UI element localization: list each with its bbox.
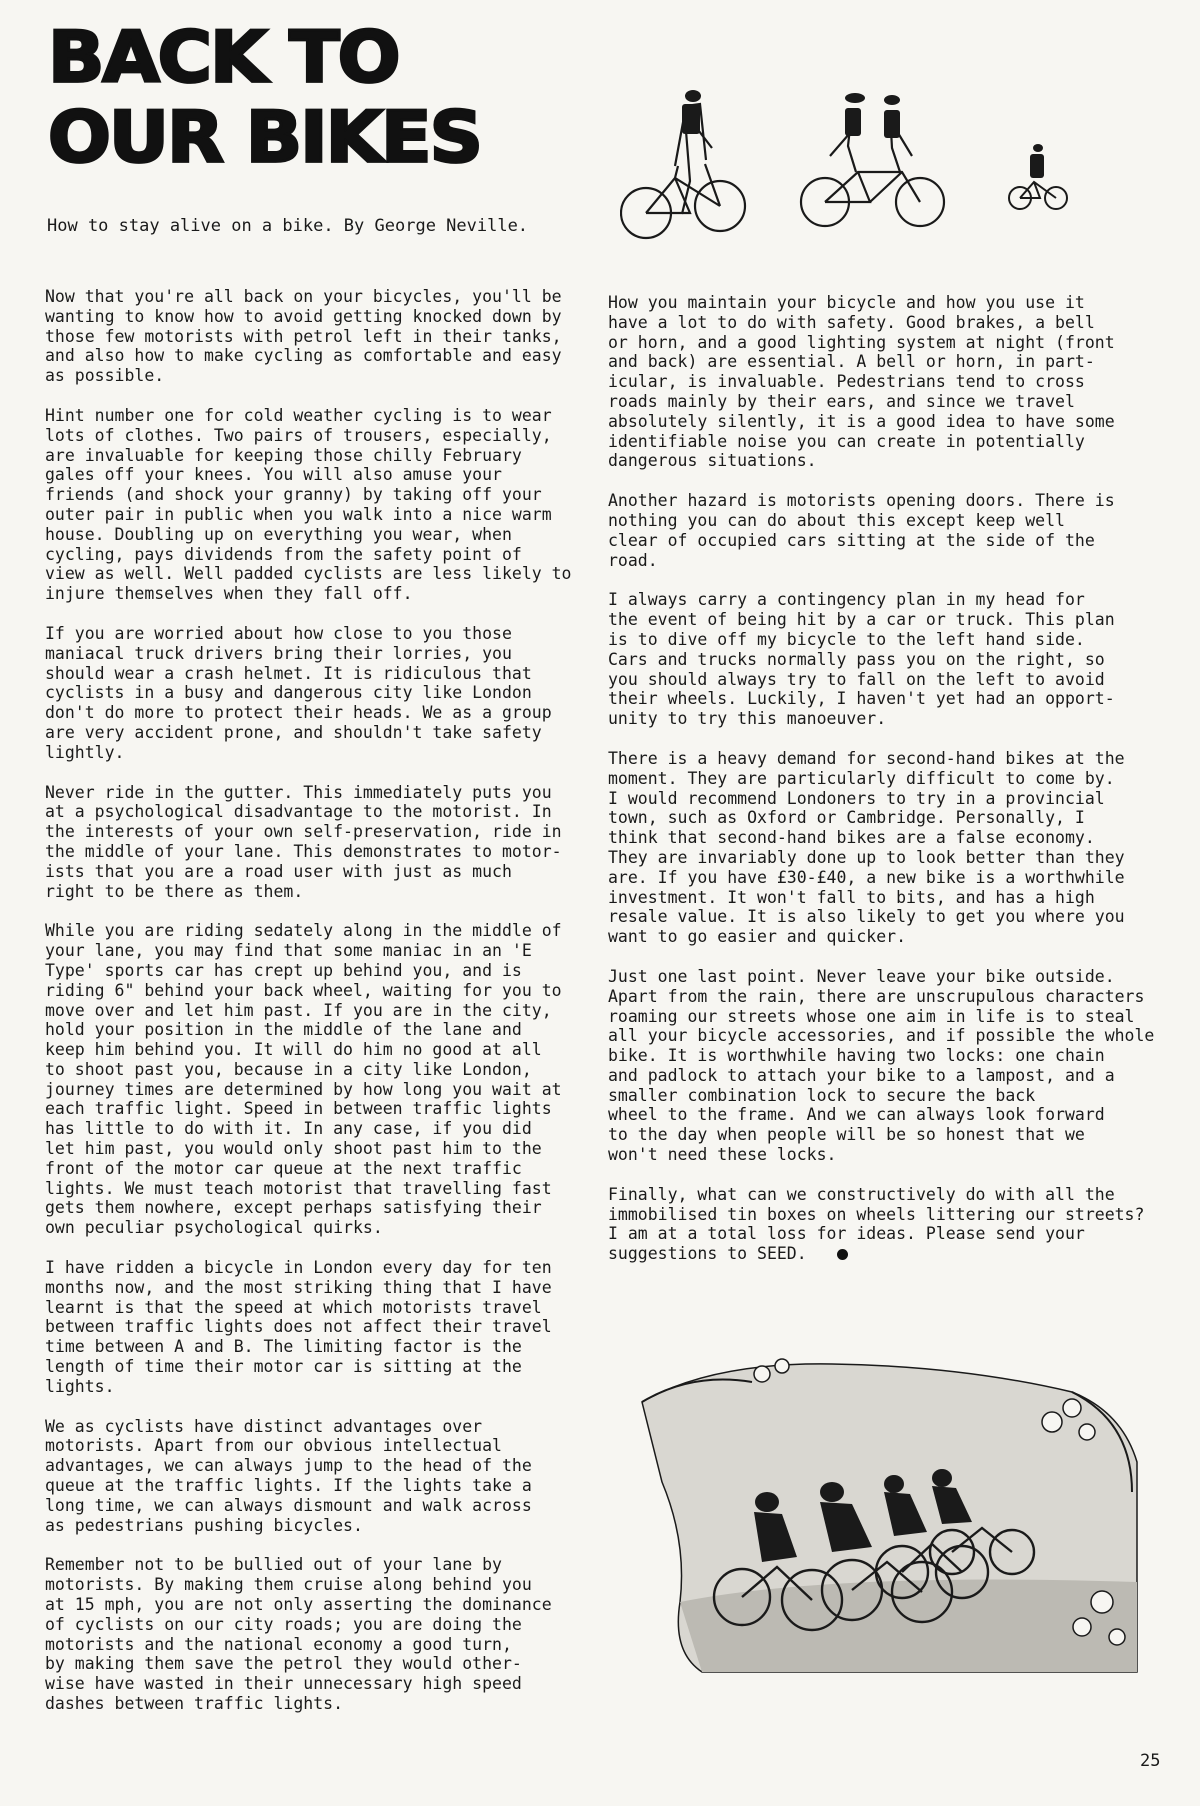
paragraph: Remember not to be bullied out of your lane by motorists. By making them cruise along behind you at 15 mph, you are not only asserting the dominance of cyclists on our city roads; you are doing the motorists and the national economy a good turn, by making them save the petrol they would other- wise have wasted in their unnecessary high speed dashes between traffic lights. — [45, 1555, 552, 1713]
headline-line-1: BACK TO — [48, 17, 399, 99]
headline — [48, 18, 481, 178]
closing-text: Finally, what can we constructively do with all the immobilised tin boxes on wheels littering our streets? I am at a total loss for ideas. Please send your suggestions to SEED. — [608, 1184, 1145, 1264]
paragraph: Never ride in the gutter. This immediately puts you at a psychological disadvantage to the motorist. In the interests of your own self-preservation, ride in the middle of your lane. This demonstrates to motor- ists that you are a road user with just as much right to be there as them. — [45, 782, 562, 901]
end-bullet-icon — [837, 1249, 848, 1260]
paragraph: Another hazard is motorists opening doors. There is nothing you can do about this except keep well clear of occupied cars sitting at the side of the road. — [608, 491, 1115, 570]
headline-line-2: OUR BIKES — [48, 96, 481, 179]
paragraph: Just one last point. Never leave your bike outside. Apart from the rain, there are unscrupulous characters roaming our streets whose one aim in life is to steal all your bicycle accessories, and if possible the whole bike. It is worthwhile having two locks: one chain and padlock to attach your bike to a lampost, and a smaller combination lock to secure the back wheel to the frame. And we can always look forward to the day when people will be so honest that we won't need these locks. — [608, 966, 1155, 1165]
vintage-cyclists-illustration — [620, 86, 1110, 256]
paragraph: We as cyclists have distinct advantages over motorists. Apart from our obvious intellectual advantages, we can always jump to the head of the queue at the traffic lights. If the lights take a long time, we can always dismount and walk across as pedestrians pushing bicycles. — [45, 1416, 532, 1535]
closing-paragraph — [608, 1185, 1168, 1264]
left-column — [45, 287, 590, 1734]
paragraph: While you are riding sedately along in the middle of your lane, you may find that some maniac in an 'E Type' sports car has crept up behind you, and is riding 6" behind your back wheel, waiting for you to move over and let him past. If you are in the city, hold your position in the middle of the lane and keep him behind you. It will do him no good at all to shoot past you, because in a city like London, journey times are determined by how long you wait at each traffic light. Speed in between traffic lights has little to do with it. In any case, if you did let him past, you would only shoot past him to the front of the motor car queue at the next traffic lights. We must teach motorist that travelling fast gets them nowhere, except perhaps satisfying their own peculiar psychological quirks. — [45, 921, 562, 1238]
paragraph: There is a heavy demand for second-hand bikes at the moment. They are particularly difficult to come by. I would recommend Londoners to try in a provincial town, such as Oxford or Cambridge. Personally, I think that second-hand bikes are a false economy. They are invariably done up to look better than they are. If you have £30-£40, a new bike is a worthwhile investment. It won't fall to bits, and has a high resale value. It is also likely to get you where you want to go easier and quicker. — [608, 748, 1125, 947]
page-number: 25 — [1140, 1751, 1161, 1771]
paragraph: If you are worried about how close to you those maniacal truck drivers bring their lorries, you should wear a crash helmet. It is ridiculous that cyclists in a busy and dangerous city like London don't do more to protect their heads. We as a group are very accident prone, and shouldn't take safety lightly. — [45, 623, 552, 762]
paragraph: Now that you're all back on your bicycles, you'll be wanting to know how to avoid getting knocked down by those few motorists with petrol left in their tanks, and also how to make cycling as comfortable and easy as possible. — [45, 287, 562, 386]
paragraph: How you maintain your bicycle and how you use it have a lot to do with safety. Good brakes, a bell or horn, and a good lighting system at night (front and back) are essential. A bell or horn, in part- icular, is invaluable. Pedestrians tend to cross roads mainly by their ears, and since we travel absolutely silently, it is a good idea to have some identifiable noise you can create in potentially dangerous situations. — [608, 293, 1115, 471]
right-column — [608, 293, 1168, 1284]
paragraph: I always carry a contingency plan in my head for the event of being hit by a car or truck. This plan is to dive off my bicycle to the left hand side. Cars and trucks normally pass you on the right, so you should always try to fall on the left to avoid their wheels. Luckily, I haven't yet had an opport- unity to try this manoeuver. — [608, 590, 1115, 729]
byline: How to stay alive on a bike. By George Neville. — [47, 216, 529, 236]
paragraph: Hint number one for cold weather cycling is to wear lots of clothes. Two pairs of trousers, especially, are invaluable for keeping those chilly February gales off your knees. You will also amuse your friends (and shock your granny) by taking off your outer pair in public when you walk into a nice warm house. Doubling up on everything you wear, when cycling, pays dividends from the safety point of view as well. Well padded cyclists are less likely to injure themselves when they fall off. — [45, 405, 572, 604]
paragraph: I have ridden a bicycle in London every day for ten months now, and the most striking thing that I have learnt is that the speed at which motorists travel between traffic lights does not affect their travel time between A and B. The limiting factor is the length of time their motor car is sitting at the lights. — [45, 1258, 552, 1396]
racing-cyclists-floral-illustration — [632, 1352, 1152, 1682]
